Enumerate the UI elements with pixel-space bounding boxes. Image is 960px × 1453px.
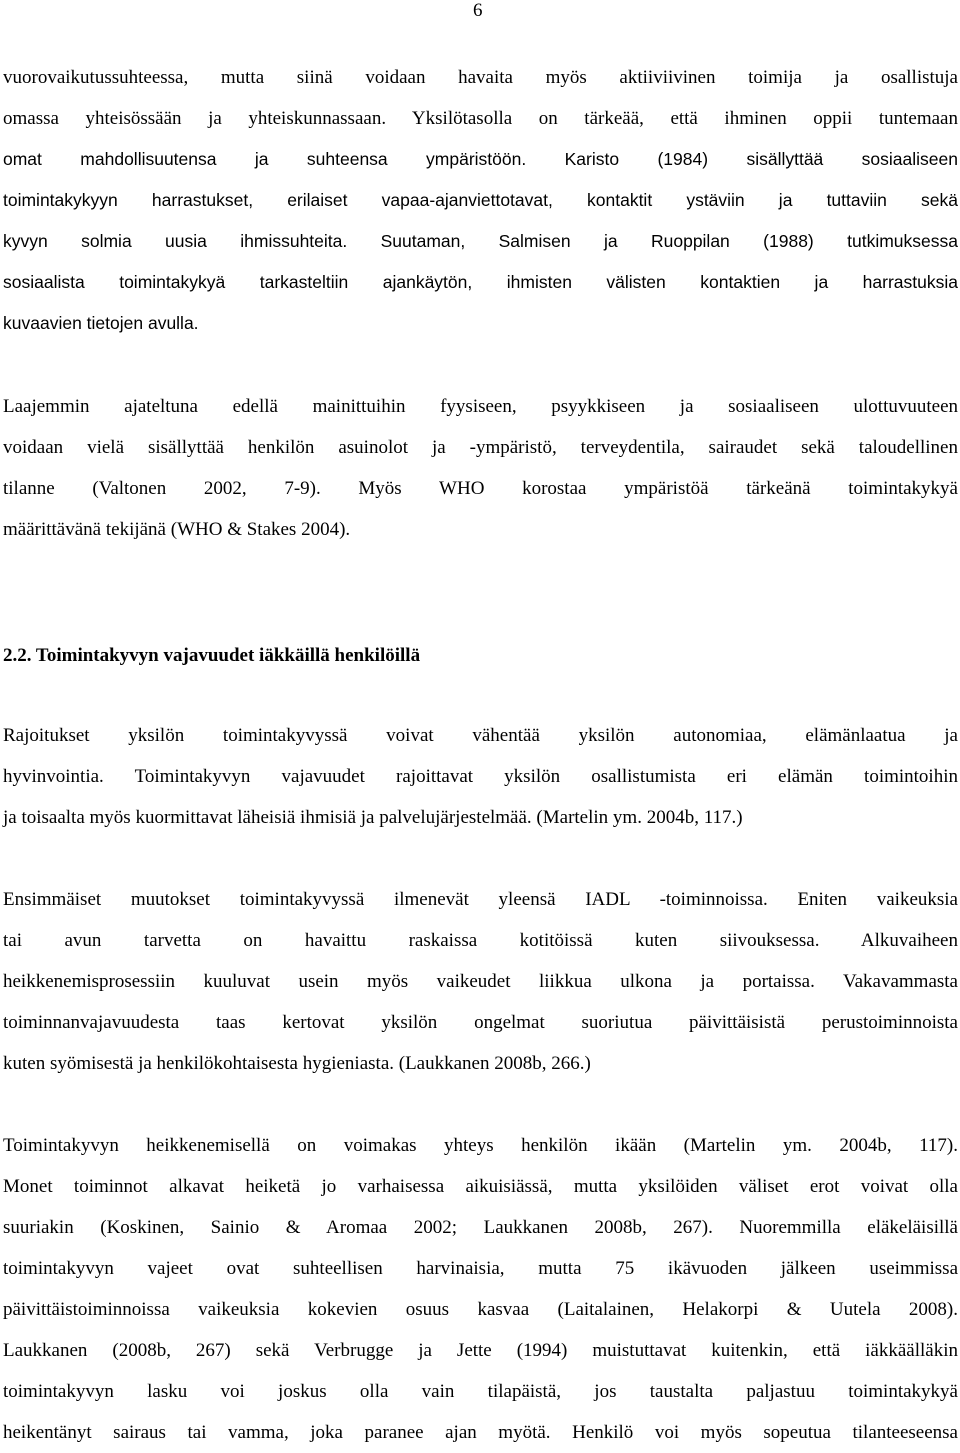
paragraph-4-line: kuten syömisestä ja henkilökohtaisesta hygieniasta. (Laukkanen 2008b, 266.) xyxy=(3,1053,591,1074)
paragraph-1-line: kuvaavien tietojen avulla. xyxy=(3,313,199,333)
paragraph-1-line: omassa yhteisössään ja yhteiskunnassaan. Yksilötasolla on tärkeää, että ihminen oppii tuntemaan xyxy=(3,108,958,129)
paragraph-4 xyxy=(3,879,958,1084)
paragraph-3-line: Rajoitukset yksilön toimintakyvyssä voivat vähentää yksilön autonomiaa, elämänlaatua ja xyxy=(3,725,958,746)
paragraph-5-line: toimintakyvyn lasku voi joskus olla vain tilapäistä, jos taustalta paljastuu toimintakykyä xyxy=(3,1381,958,1402)
paragraph-4-line: heikkenemisprosessiin kuuluvat usein myös vaikeudet liikkua ulkona ja portaissa. Vakavammasta xyxy=(3,971,958,992)
paragraph-5-line: toimintakyvyn vajeet ovat suhteellisen harvinaisia, mutta 75 ikävuoden jälkeen useimmissa xyxy=(3,1258,958,1279)
paragraph-5 xyxy=(3,1125,958,1453)
paragraph-2-line: voidaan vielä sisällyttää henkilön asuinolot ja -ympäristö, terveydentila, sairaudet sekä taloudellinen xyxy=(3,437,958,458)
paragraph-2-line: Laajemmin ajateltuna edellä mainittuihin fyysiseen, psyykkiseen ja sosiaaliseen ulottuvuuteen xyxy=(3,396,958,417)
paragraph-1-line: vuorovaikutussuhteessa, mutta siinä voidaan havaita myös aktiiviivinen toimija ja osallistuja xyxy=(3,67,958,88)
paragraph-1-line: kyvyn solmia uusia ihmissuhteita. Suutaman, Salmisen ja Ruoppilan (1988) tutkimuksessa xyxy=(3,231,958,251)
paragraph-4-line: tai avun tarvetta on havaittu raskaissa kotitöissä kuten siivouksessa. Alkuvaiheen xyxy=(3,930,958,951)
paragraph-5-line: Monet toiminnot alkavat heiketä jo varhaisessa aikuisiässä, mutta yksilöiden väliset erot voivat olla xyxy=(3,1176,958,1197)
paragraph-2 xyxy=(3,386,958,550)
paragraph-3-line: ja toisaalta myös kuormittavat läheisiä ihmisiä ja palvelujärjestelmää. (Martelin ym. 2004b, 117.) xyxy=(3,807,743,828)
paragraph-1-line: toimintakykyyn harrastukset, erilaiset vapaa-ajanviettotavat, kontaktit ystäviin ja tuttaviin sekä xyxy=(3,190,958,210)
paragraph-3-line: hyvinvointia. Toimintakyvyn vajavuudet rajoittavat yksilön osallistumista eri elämän toimintoihin xyxy=(3,766,958,787)
page-number: 6 xyxy=(473,0,483,21)
paragraph-2-line: määrittävänä tekijänä (WHO & Stakes 2004). xyxy=(3,519,351,540)
paragraph-5-line: Toimintakyvyn heikkenemisellä on voimakas yhteys henkilön ikään (Martelin ym. 2004b, 117). xyxy=(3,1135,958,1156)
paragraph-4-line: toiminnanvajavuudesta taas kertovat yksilön ongelmat suoriutua päivittäisistä perustoiminnoista xyxy=(3,1012,958,1033)
paragraph-1-line: sosiaalista toimintakykyä tarkasteltiin ajankäytön, ihmisten välisten kontaktien ja harrastuksia xyxy=(3,272,958,292)
paragraph-4-line: Ensimmäiset muutokset toimintakyvyssä ilmenevät yleensä IADL -toiminnoissa. Eniten vaikeuksia xyxy=(3,889,958,910)
paragraph-5-line: heikentänyt sairaus tai vamma, joka paranee ajan myötä. Henkilö voi myös sopeutua tilanteeseensa xyxy=(3,1422,958,1443)
paragraph-3 xyxy=(3,715,958,838)
paragraph-1 xyxy=(3,57,958,344)
paragraph-2-line: tilanne (Valtonen 2002, 7-9). Myös WHO korostaa ympäristöä tärkeänä toimintakykyä xyxy=(3,478,958,499)
section-heading: 2.2. Toimintakyvyn vajavuudet iäkkäillä henkilöillä xyxy=(3,645,421,666)
paragraph-5-line: päivittäistoiminnoissa vaikeuksia kokevien osuus kasvaa (Laitalainen, Helakorpi & Uutela 2008). xyxy=(3,1299,958,1320)
paragraph-5-line: Laukkanen (2008b, 267) sekä Verbrugge ja Jette (1994) muistuttavat kuitenkin, että iäkkäälläkin xyxy=(3,1340,958,1361)
paragraph-1-line: omat mahdollisuutensa ja suhteensa ympäristöön. Karisto (1984) sisällyttää sosiaaliseen xyxy=(3,149,958,169)
paragraph-5-line: suuriakin (Koskinen, Sainio & Aromaa 2002; Laukkanen 2008b, 267). Nuoremmilla eläkeläisillä xyxy=(3,1217,958,1238)
